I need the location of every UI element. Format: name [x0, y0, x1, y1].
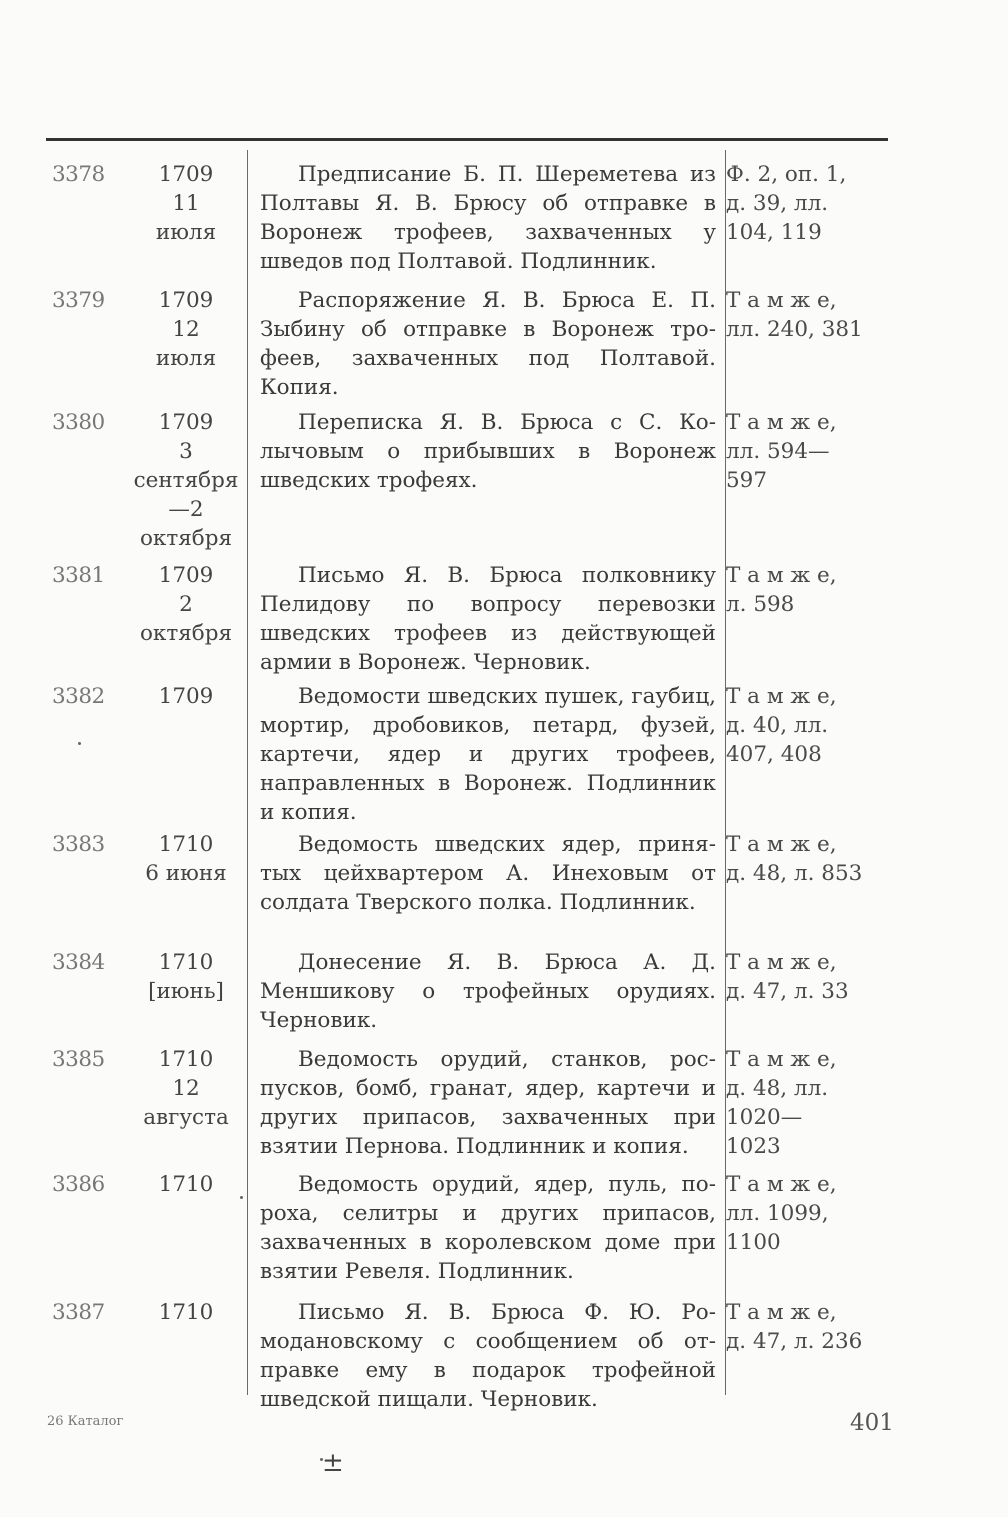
date-line: 1710	[158, 950, 214, 975]
entry-description: Ведомость шведских ядер, принятых цейхвартером А. Инеховым от солдата Тверского полка. Подлинник.	[260, 832, 716, 915]
date-line: 12	[172, 1076, 200, 1101]
entry-reference	[726, 830, 892, 888]
reference-line: Т а м ж е,	[726, 288, 837, 313]
date-line: 11	[172, 191, 200, 216]
date-line: —2	[168, 497, 204, 522]
entry-description: Распоряжение Я. В. Брюса Е. П. Зыбину об отправке в Воронеж трофеев, захваченных под Полтавой. Копия.	[260, 288, 716, 400]
table-row	[46, 682, 892, 830]
signature-mark: 26 Каталог	[47, 1414, 124, 1429]
entry-number: 3383	[52, 832, 105, 857]
entry-date	[126, 1170, 246, 1199]
entry-number: 3382	[52, 684, 105, 709]
entry-date	[126, 1045, 246, 1132]
table-row	[46, 1170, 892, 1298]
table-row	[46, 160, 892, 286]
reference-line: Т а м ж е,	[726, 1172, 837, 1197]
reference-line: 1100	[726, 1230, 781, 1255]
reference-line: Т а м ж е,	[726, 563, 837, 588]
reference-line: 1020—	[726, 1105, 803, 1130]
table-row	[46, 1298, 892, 1418]
entry-description: Ведомости шведских пушек, гаубиц, мортир, дробовиков, петард, фузей, картечи, ядер и других трофеев, направленных в Воронеж. Подлинник и копия.	[260, 684, 716, 825]
reference-line: 597	[726, 468, 768, 493]
entry-description: Ведомость орудий, станков, роспусков, бомб, гранат, ядер, картечи и других припасов, захваченных при взятии Пернова. Подлинник и копия.	[260, 1047, 716, 1159]
date-line: 1710	[158, 1300, 214, 1325]
entry-reference	[726, 286, 892, 344]
entry-reference	[726, 682, 892, 769]
reference-line: Т а м ж е,	[726, 1300, 837, 1325]
date-line: [июнь]	[148, 979, 224, 1004]
reference-line: Т а м ж е,	[726, 410, 837, 435]
entry-number: 3381	[52, 563, 105, 588]
entry-reference	[726, 561, 892, 619]
reference-line: Т а м ж е,	[726, 684, 837, 709]
entry-number: 3387	[52, 1300, 105, 1325]
bottom-mark: ±	[322, 1448, 344, 1478]
top-rule	[46, 138, 888, 141]
date-line: 6 июня	[145, 861, 227, 886]
entry-number: 3384	[52, 950, 105, 975]
table-row	[46, 408, 892, 561]
table-row	[46, 286, 892, 408]
date-line: июля	[155, 346, 217, 371]
entry-reference	[726, 408, 892, 495]
entry-description: Ведомость орудий, ядер, пуль, пороха, селитры и других припасов, захваченных в королевском доме при взятии Ревеля. Подлинник.	[260, 1172, 716, 1284]
entry-description: Донесение Я. В. Брюса А. Д. Меншикову о трофейных орудиях. Черновик.	[260, 950, 716, 1033]
date-line: 1710	[158, 832, 214, 857]
page-number: 401	[850, 1410, 894, 1436]
entry-reference	[726, 1298, 892, 1356]
reference-line: лл. 1099,	[726, 1201, 829, 1226]
entry-date	[126, 286, 246, 373]
entry-reference	[726, 948, 892, 1006]
date-line: 1709	[158, 563, 214, 588]
reference-line: д. 39, лл.	[726, 191, 829, 216]
date-line: 2	[179, 592, 193, 617]
reference-line: 1023	[726, 1134, 781, 1159]
date-line: 1709	[158, 410, 214, 435]
entry-date	[126, 682, 246, 711]
entry-date	[126, 830, 246, 888]
entry-date	[126, 408, 246, 553]
date-line: октября	[139, 621, 233, 646]
table-row	[46, 561, 892, 682]
reference-line: Т а м ж е,	[726, 1047, 837, 1072]
entry-description: Письмо Я. В. Брюса Ф. Ю. Ромодановскому с сообщением об отправке ему в подарок трофейной шведской пищали. Черновик.	[260, 1300, 716, 1412]
reference-line: Т а м ж е,	[726, 832, 837, 857]
date-line: 12	[172, 317, 200, 342]
entry-description: Переписка Я. В. Брюса с С. Колычовым о прибывших в Воронеж шведских трофеях.	[260, 410, 716, 493]
catalog-table	[46, 160, 892, 1418]
entry-description: Предписание Б. П. Шереметева из Полтавы Я. В. Брюсу об отправке в Воронеж трофеев, захваченных у шведов под Полтавой. Подлинник.	[260, 162, 716, 274]
date-line: 3	[179, 439, 193, 464]
entry-number: 3386	[52, 1172, 105, 1197]
reference-line: д. 40, лл.	[726, 713, 829, 738]
table-row	[46, 830, 892, 948]
date-line: 1709	[158, 162, 214, 187]
reference-line: Ф. 2, оп. 1,	[726, 162, 847, 187]
date-line: 1710	[158, 1172, 214, 1197]
entry-reference	[726, 160, 892, 247]
reference-line: д. 48, л. 853	[726, 861, 863, 886]
date-line: 1709	[158, 288, 214, 313]
reference-line: 104, 119	[726, 220, 822, 245]
date-line: сентября	[133, 468, 239, 493]
reference-line: д. 48, лл.	[726, 1076, 829, 1101]
date-line: июля	[155, 220, 217, 245]
reference-line: лл. 594—	[726, 439, 830, 464]
table-row	[46, 1045, 892, 1170]
entry-description: Письмо Я. В. Брюса полковнику Пелидову по вопросу перевозки шведских трофеев из действующей армии в Воронеж. Черновик.	[260, 563, 716, 675]
entry-reference	[726, 1045, 892, 1161]
reference-line: лл. 240, 381	[726, 317, 863, 342]
entry-reference	[726, 1170, 892, 1257]
date-line: 1710	[158, 1047, 214, 1072]
date-line: октября	[139, 526, 233, 551]
reference-line: д. 47, л. 236	[726, 1329, 863, 1354]
entry-number: 3380	[52, 410, 105, 435]
reference-line: д. 47, л. 33	[726, 979, 849, 1004]
entry-number: 3379	[52, 288, 105, 313]
entry-number: 3385	[52, 1047, 105, 1072]
entry-date	[126, 1298, 246, 1327]
reference-line: Т а м ж е,	[726, 950, 837, 975]
reference-line: 407, 408	[726, 742, 822, 767]
table-row	[46, 948, 892, 1045]
entry-date	[126, 160, 246, 247]
reference-line: л. 598	[726, 592, 795, 617]
date-line: 1709	[158, 684, 214, 709]
date-line: августа	[143, 1105, 229, 1130]
entry-date	[126, 561, 246, 648]
entry-date	[126, 948, 246, 1006]
entry-number: 3378	[52, 162, 105, 187]
